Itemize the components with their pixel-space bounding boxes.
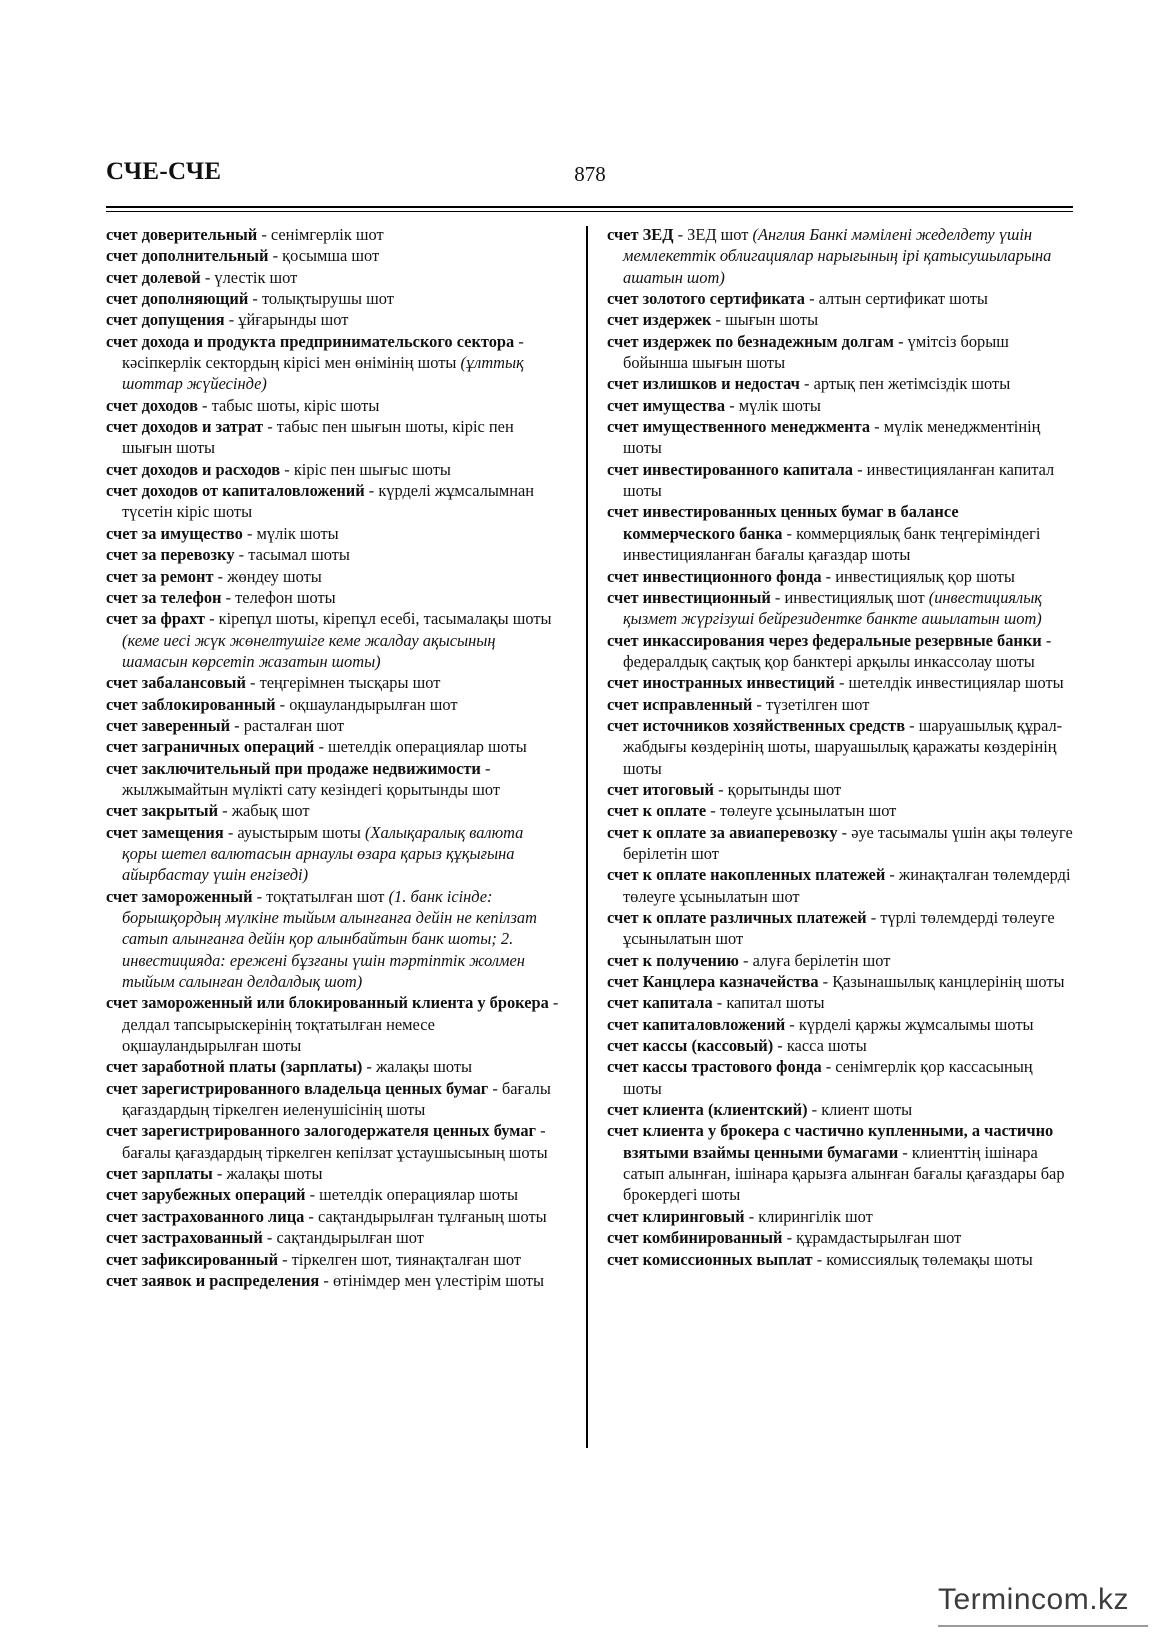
- entry-definition: кірепұл шоты, кірепұл есебі, тасымалақы шоты: [218, 609, 552, 629]
- dictionary-entry: [607, 288, 1073, 309]
- entry-definition: алтын сертификат шоты: [818, 289, 988, 309]
- entry-separator: -: [782, 1228, 797, 1248]
- entry-term: счет инвестиционного фонда: [607, 566, 822, 586]
- entry-separator: -: [905, 715, 919, 735]
- entry-definition: клиент шоты: [821, 1100, 913, 1120]
- dictionary-entry: [106, 267, 560, 288]
- entry-separator: -: [673, 225, 688, 244]
- dictionary-entry: [607, 779, 1073, 800]
- dictionary-entry: [607, 864, 1073, 907]
- entry-definition: сақтандырылған шот: [276, 1228, 424, 1248]
- entry-term: счет излишков и недостач: [607, 374, 800, 394]
- dictionary-entry: [106, 566, 560, 587]
- entry-separator: -: [304, 1206, 318, 1226]
- entry-definition: инвестициялық қор шоты: [835, 566, 1015, 586]
- entry-separator: -: [885, 865, 899, 885]
- dictionary-entry: [106, 822, 560, 886]
- entry-term: счет забалансовый: [106, 673, 246, 693]
- dictionary-entry: [106, 395, 560, 416]
- entry-separator: -: [898, 1142, 912, 1162]
- entry-separator: -: [812, 1249, 827, 1269]
- left-column: [106, 224, 560, 1291]
- entry-definition: әуе тасымалы үшін ақы төлеуге берілетін шот: [623, 822, 1073, 863]
- entry-separator: -: [200, 267, 215, 287]
- entry-term: счет за фрахт: [106, 609, 205, 629]
- dictionary-entry: [607, 416, 1073, 459]
- dictionary-entry: [607, 1227, 1073, 1248]
- dictionary-entry: [106, 288, 560, 309]
- entry-term: счет допущения: [106, 310, 225, 330]
- entry-term: счет комбинированный: [607, 1228, 783, 1248]
- entry-definition: артық пен жетімсіздік шоты: [813, 374, 1011, 394]
- entry-definition: шетелдік инвестициялар шоты: [848, 673, 1064, 693]
- right-column: [607, 224, 1073, 1270]
- header-rule-thin: [106, 211, 1073, 212]
- entry-separator: -: [834, 673, 849, 693]
- entry-separator: -: [535, 1121, 546, 1141]
- dictionary-entry: [106, 523, 560, 544]
- entry-term: счет зарплаты: [106, 1164, 213, 1184]
- entry-term: счет дополняющий: [106, 289, 249, 309]
- dictionary-entry: [607, 800, 1073, 821]
- entry-term: счет клиринговый: [607, 1206, 745, 1226]
- entry-definition: алуға берілетін шот: [752, 950, 891, 970]
- dictionary-entry: [106, 331, 560, 395]
- dictionary-entry: [106, 715, 560, 736]
- entry-separator: -: [706, 801, 720, 821]
- entry-separator: -: [837, 822, 852, 842]
- entry-term: счет закрытый: [106, 801, 219, 821]
- entry-separator: -: [257, 225, 271, 244]
- entry-separator: -: [212, 1164, 227, 1184]
- dictionary-entry: [106, 1163, 560, 1184]
- entry-note: (1. банк ісінде: борышқордың мүлкіне тыйым алынғанға дейін не кепілзат сатып алынғанға дейін қор алынбайтын банк шоты; 2. инвестицияда: ережені бұзғаны үшін тәртіптік жолмен тыйым салынған делдалдық шот): [122, 886, 537, 992]
- entry-definition: сенімгерлік қор кассасының шоты: [623, 1057, 1033, 1098]
- entry-separator: -: [870, 417, 884, 437]
- entry-separator: -: [1041, 630, 1052, 650]
- entry-definition: ұйғарынды шот: [238, 310, 349, 330]
- entry-term: счет замороженный: [106, 886, 253, 906]
- entry-definition: оқшауландырылған шот: [289, 694, 458, 714]
- entry-separator: -: [738, 950, 753, 970]
- entry-term: счет за имущество: [106, 523, 243, 543]
- entry-definition: төлеуге ұсынылатын шот: [719, 801, 897, 821]
- entry-definition: шетелдік операциялар шоты: [319, 1185, 518, 1205]
- entry-term: счет зарубежных операций: [106, 1185, 306, 1205]
- dictionary-entry: [607, 459, 1073, 502]
- entry-separator: -: [799, 374, 814, 394]
- dictionary-entry: [607, 907, 1073, 950]
- entry-definition: шығын шоты: [725, 310, 819, 330]
- entry-definition: қорытынды шот: [727, 779, 842, 799]
- entry-separator: -: [221, 587, 236, 607]
- dictionary-entry: [607, 566, 1073, 587]
- dictionary-entry: [607, 224, 1073, 288]
- entry-separator: -: [278, 1249, 292, 1269]
- entry-separator: -: [480, 758, 491, 778]
- entry-definition: ЗЕД шот: [687, 225, 749, 244]
- dictionary-entry: [106, 1120, 560, 1163]
- entry-term: счет имущества: [607, 395, 726, 415]
- entry-separator: -: [197, 395, 212, 415]
- entry-definition: күрделі жұмсалымнан түсетін кіріс шоты: [122, 481, 535, 522]
- entry-separator: -: [804, 289, 819, 309]
- site-watermark-logo: Termincom.kz: [938, 1583, 1130, 1616]
- entry-separator: -: [275, 694, 290, 714]
- entry-note: (инвестициялық қызмет жүргізуші бейрезидентке банкте ашылатын шот): [623, 587, 1042, 629]
- entry-definition: Қазынашылық канцлерінің шоты: [832, 972, 1065, 992]
- dictionary-entry: [106, 480, 560, 523]
- entry-term: счет к оплате за авиаперевозку: [607, 822, 838, 842]
- entry-separator: -: [230, 715, 244, 735]
- header-rule: [106, 206, 1073, 208]
- entry-separator: -: [807, 1100, 822, 1120]
- entry-definition: тіркелген шот, тиянақталған шот: [291, 1249, 522, 1269]
- entry-term: счет зафиксированный: [106, 1249, 279, 1269]
- dictionary-entry: [607, 1056, 1073, 1099]
- entry-term: счет итоговый: [607, 779, 715, 799]
- entry-term: счет доходов и затрат: [106, 417, 264, 437]
- watermark-underline: [938, 1625, 1148, 1627]
- entry-separator: -: [262, 1228, 277, 1248]
- dictionary-entry: [106, 672, 560, 693]
- entry-definition: түрлі төлемдерді төлеуге ұсынылатын шот: [623, 908, 1055, 949]
- entry-definition: федералдық сақтық қор банктері арқылы инкассолау шоты: [623, 651, 1035, 671]
- entry-definition: бағалы қағаздардың тіркелген иеленушісінің шоты: [122, 1078, 551, 1120]
- entry-separator: -: [223, 822, 238, 842]
- dictionary-entry: [607, 309, 1073, 330]
- entry-term: счет заключительный при продаже недвижимости: [106, 758, 481, 778]
- entry-term: счет инвестированного капитала: [607, 459, 854, 479]
- dictionary-entry: [106, 309, 560, 330]
- entry-separator: -: [744, 1206, 759, 1226]
- entry-definition: толықтырушы шот: [261, 289, 394, 309]
- dictionary-entry: [607, 694, 1073, 715]
- entry-note: (ұлттық шоттар жүйесінде): [122, 353, 524, 394]
- entry-definition: делдал тапсырыскерінің тоқтатылған немесе оқшауландырылған шоты: [122, 1014, 435, 1056]
- entry-note: (кеме иесі жүк жөнелтушіге кеме жалдау ақысының шамасын көрсетіп жазатын шоты): [122, 630, 496, 671]
- entry-definition: ауыстырым шоты: [237, 822, 361, 842]
- entry-separator: -: [773, 1036, 787, 1056]
- entry-term: счет исправленный: [607, 694, 753, 714]
- dictionary-entry: [607, 501, 1073, 565]
- entry-separator: -: [866, 908, 881, 927]
- entry-term: счет издержек: [607, 310, 712, 330]
- dictionary-entry: [607, 331, 1073, 374]
- entry-term: счет клиента у брокера с частично купленными, а частично взятыми взаймы ценными бумагами: [607, 1121, 1054, 1162]
- entry-definition: жинақталған төлемдерді төлеуге ұсынылатын шот: [623, 865, 1071, 906]
- dictionary-entry: [607, 1249, 1073, 1270]
- entry-term: счет доходов от капиталовложений: [106, 481, 365, 501]
- entry-separator: -: [725, 395, 739, 415]
- entry-separator: -: [213, 566, 228, 586]
- entry-separator: -: [314, 737, 329, 757]
- dictionary-entry: [607, 395, 1073, 416]
- entry-separator: -: [252, 886, 267, 906]
- dictionary-entry: [106, 1249, 560, 1270]
- entry-term: счет клиента (клиентский): [607, 1100, 808, 1120]
- dictionary-entry: [106, 736, 560, 757]
- entry-term: счет застрахованного лица: [106, 1206, 305, 1226]
- entry-definition: сақтандырылған тұлғаның шоты: [317, 1206, 547, 1226]
- entry-term: счет к оплате: [607, 801, 707, 821]
- entry-term: счет дополнительный: [106, 246, 269, 266]
- entry-separator: -: [785, 1014, 799, 1034]
- column-divider: [586, 226, 588, 1448]
- entry-definition: табыс пен шығын шоты, кіріс пен шығын шоты: [122, 417, 514, 458]
- dictionary-entry: [607, 587, 1073, 630]
- entry-definition: кәсіпкерлік сектордың кірісі мен өнімінің шоты: [122, 353, 457, 373]
- entry-separator: -: [263, 417, 277, 437]
- entry-definition: табыс шоты, кіріс шоты: [211, 395, 380, 415]
- entry-definition: күрделі қаржы жұмсалымы шоты: [798, 1014, 1034, 1034]
- entry-definition: расталған шот: [243, 715, 345, 735]
- dictionary-entry: [106, 608, 560, 672]
- entry-definition: жабық шот: [231, 801, 310, 821]
- dictionary-entry: [106, 459, 560, 480]
- entry-term: счет доходов и расходов: [106, 459, 281, 479]
- entry-term: счет инвестированных ценных бумаг в балансе коммерческого банка: [607, 502, 959, 543]
- dictionary-entry: [607, 992, 1073, 1013]
- entry-term: счет доверительный: [106, 225, 258, 244]
- entry-separator: -: [268, 246, 283, 266]
- entry-term: счет Канцлера казначейства: [607, 972, 819, 992]
- entry-definition: үлестік шот: [214, 267, 298, 287]
- entry-separator: -: [362, 1057, 376, 1077]
- entry-term: счет заработной платы (зарплаты): [106, 1057, 363, 1077]
- dictionary-entry: [106, 1078, 560, 1121]
- dictionary-entry: [607, 822, 1073, 865]
- dictionary-entry: [106, 800, 560, 821]
- entry-term: счет заявок и распределения: [106, 1270, 320, 1290]
- entry-separator: -: [234, 545, 249, 565]
- dictionary-entry: [607, 715, 1073, 779]
- entry-separator: -: [714, 779, 728, 799]
- entry-definition: мүлік менеджментінің шоты: [623, 417, 1041, 458]
- page-header-title: СЧЕ-СЧЕ: [106, 158, 222, 185]
- entry-separator: -: [224, 310, 239, 330]
- entry-definition: сенімгерлік шот: [270, 225, 384, 244]
- entry-separator: -: [770, 587, 785, 607]
- entry-term: счет инвестиционный: [607, 587, 771, 607]
- entry-term: счет замещения: [106, 822, 224, 842]
- entry-separator: -: [280, 459, 294, 479]
- entry-separator: -: [248, 289, 262, 309]
- dictionary-entry: [607, 1014, 1073, 1035]
- page-number: 878: [574, 162, 606, 186]
- entry-definition: инвестициялық шот: [784, 587, 925, 607]
- dictionary-entry: [106, 245, 560, 266]
- entry-separator: -: [712, 993, 727, 1013]
- entry-term: счет кассы (кассовый): [607, 1036, 774, 1056]
- entry-definition: жалақы шоты: [375, 1057, 473, 1077]
- entry-term: счет дохода и продукта предпринимательского сектора: [106, 331, 515, 351]
- dictionary-entry: [106, 1184, 560, 1205]
- entry-term: счет к оплате различных платежей: [607, 908, 867, 927]
- entry-term: счет заверенный: [106, 715, 231, 735]
- entry-term: счет издержек по безнадежным долгам: [607, 331, 894, 351]
- entry-term: счет иностранных инвестиций: [607, 673, 835, 693]
- entry-term: счет имущественного менеджмента: [607, 417, 871, 437]
- dictionary-entry: [106, 544, 560, 565]
- entry-definition: коммерциялық банк теңгеріміндегі инвестицияланған бағалы қағаздар шоты: [623, 523, 1041, 565]
- dictionary-entry: [106, 1227, 560, 1248]
- entry-separator: -: [782, 523, 797, 543]
- entry-term: счет комиссионных выплат: [607, 1249, 813, 1269]
- entry-term: счет застрахованный: [106, 1228, 263, 1248]
- dictionary-entry: [607, 1099, 1073, 1120]
- dictionary-entry: [607, 1120, 1073, 1205]
- entry-definition: мүлік шоты: [738, 395, 821, 415]
- entry-definition: үмітсіз борыш бойынша шығын шоты: [623, 331, 1009, 373]
- entry-separator: -: [821, 1057, 836, 1077]
- entry-definition: теңгерімнен тысқары шот: [259, 673, 441, 693]
- entry-term: счет доходов: [106, 395, 198, 415]
- dictionary-entry: [607, 950, 1073, 971]
- entry-definition: құрамдастырылған шот: [796, 1228, 962, 1248]
- entry-separator: -: [218, 801, 232, 821]
- entry-separator: -: [818, 972, 833, 992]
- entry-definition: касса шоты: [786, 1036, 867, 1056]
- entry-term: счет зарегистрированного залогодержателя ценных бумаг: [106, 1121, 536, 1141]
- entry-separator: -: [204, 609, 219, 629]
- entry-term: счет к оплате накопленных платежей: [607, 865, 886, 885]
- entry-term: счет заграничных операций: [106, 737, 315, 757]
- entry-term: счет источников хозяйственных средств: [607, 715, 906, 735]
- entry-separator: -: [364, 481, 379, 501]
- entry-definition: түзетілген шот: [765, 694, 870, 714]
- entry-separator: -: [711, 310, 726, 330]
- dictionary-entry: [607, 373, 1073, 394]
- entry-definition: өтінімдер мен үлестірім шоты: [332, 1270, 545, 1290]
- entry-separator: -: [514, 331, 524, 351]
- entry-definition: клиенттің ішінара сатып алынған, ішінара қарызға алынған бағалы қағаздары бар брокердегі шоты: [623, 1142, 1065, 1205]
- entry-term: счет заблокированный: [106, 694, 276, 714]
- entry-definition: инвестицияланған капитал шоты: [623, 459, 1055, 501]
- entry-definition: шаруашылық құрал-жабдығы көздерінің шоты, шаруашылық қаражаты көздерінің шоты: [623, 715, 1063, 778]
- dictionary-entry: [106, 1270, 560, 1291]
- entry-separator: -: [821, 566, 836, 586]
- entry-definition: шетелдік операциялар шоты: [328, 737, 527, 757]
- entry-term: счет зарегистрированного владельца ценных бумаг: [106, 1078, 489, 1098]
- entry-term: счет за перевозку: [106, 545, 235, 565]
- entry-term: счет долевой: [106, 267, 201, 287]
- entry-definition: жылжымайтын мүлікті сату кезіндегі қорытынды шот: [122, 779, 500, 799]
- entry-separator: -: [752, 694, 766, 714]
- entry-definition: клирингілік шот: [758, 1206, 873, 1226]
- entry-term: счет ЗЕД: [607, 225, 674, 244]
- entry-term: счет золотого сертификата: [607, 289, 805, 309]
- entry-definition: бағалы қағаздардың тіркелген кепілзат ұстаушысының шоты: [122, 1142, 548, 1162]
- dictionary-entry: [106, 416, 560, 459]
- entry-definition: жөндеу шоты: [227, 566, 322, 586]
- entry-term: счет капиталовложений: [607, 1014, 786, 1034]
- entry-separator: -: [488, 1078, 502, 1098]
- entry-definition: тасымал шоты: [248, 545, 350, 565]
- dictionary-entry: [106, 587, 560, 608]
- entry-separator: -: [245, 673, 260, 693]
- entry-term: счет инкассирования через федеральные резервные банки: [607, 630, 1042, 650]
- entry-definition: қосымша шот: [282, 246, 380, 266]
- entry-note: (Халықаралық валюта қоры шетел валютасын арнаулы өзара қарыз құқығына айырбастау үшін енгізеді): [122, 822, 524, 885]
- entry-term: счет кассы трастового фонда: [607, 1057, 822, 1077]
- entry-term: счет замороженный или блокированный клиента у брокера: [106, 993, 549, 1013]
- dictionary-entry: [607, 1035, 1073, 1056]
- entry-separator: -: [893, 331, 908, 351]
- dictionary-entry: [106, 1206, 560, 1227]
- entry-separator: -: [548, 993, 559, 1013]
- dictionary-entry: [106, 886, 560, 993]
- dictionary-entry: [607, 971, 1073, 992]
- entry-separator: -: [305, 1185, 320, 1205]
- entry-term: счет за ремонт: [106, 566, 214, 586]
- entry-definition: тоқтатылған шот: [266, 886, 385, 906]
- dictionary-entry: [106, 694, 560, 715]
- entry-definition: комиссиялық төлемақы шоты: [826, 1249, 1033, 1269]
- entry-separator: -: [242, 523, 257, 543]
- entry-term: счет капитала: [607, 993, 713, 1013]
- dictionary-entry: [607, 1206, 1073, 1227]
- dictionary-entry: [106, 224, 560, 245]
- dictionary-entry: [106, 758, 560, 801]
- dictionary-entry: [106, 992, 560, 1056]
- entry-definition: жалақы шоты: [226, 1164, 323, 1184]
- entry-definition: капитал шоты: [726, 993, 825, 1013]
- entry-definition: телефон шоты: [235, 587, 336, 607]
- dictionary-entry: [607, 630, 1073, 673]
- entry-separator: -: [853, 459, 867, 479]
- entry-definition: кіріс пен шығыс шоты: [293, 459, 451, 479]
- entry-term: счет за телефон: [106, 587, 222, 607]
- dictionary-entry: [106, 1056, 560, 1077]
- entry-definition: мүлік шоты: [256, 523, 339, 543]
- entry-term: счет к получению: [607, 950, 739, 970]
- dictionary-entry: [607, 672, 1073, 693]
- entry-note: (Англия Банкі мәмілені жеделдету үшін мемлекеттік облигациялар нарығының ірі қатысушыларына ашатын шот): [623, 225, 1052, 287]
- entry-separator: -: [319, 1270, 333, 1290]
